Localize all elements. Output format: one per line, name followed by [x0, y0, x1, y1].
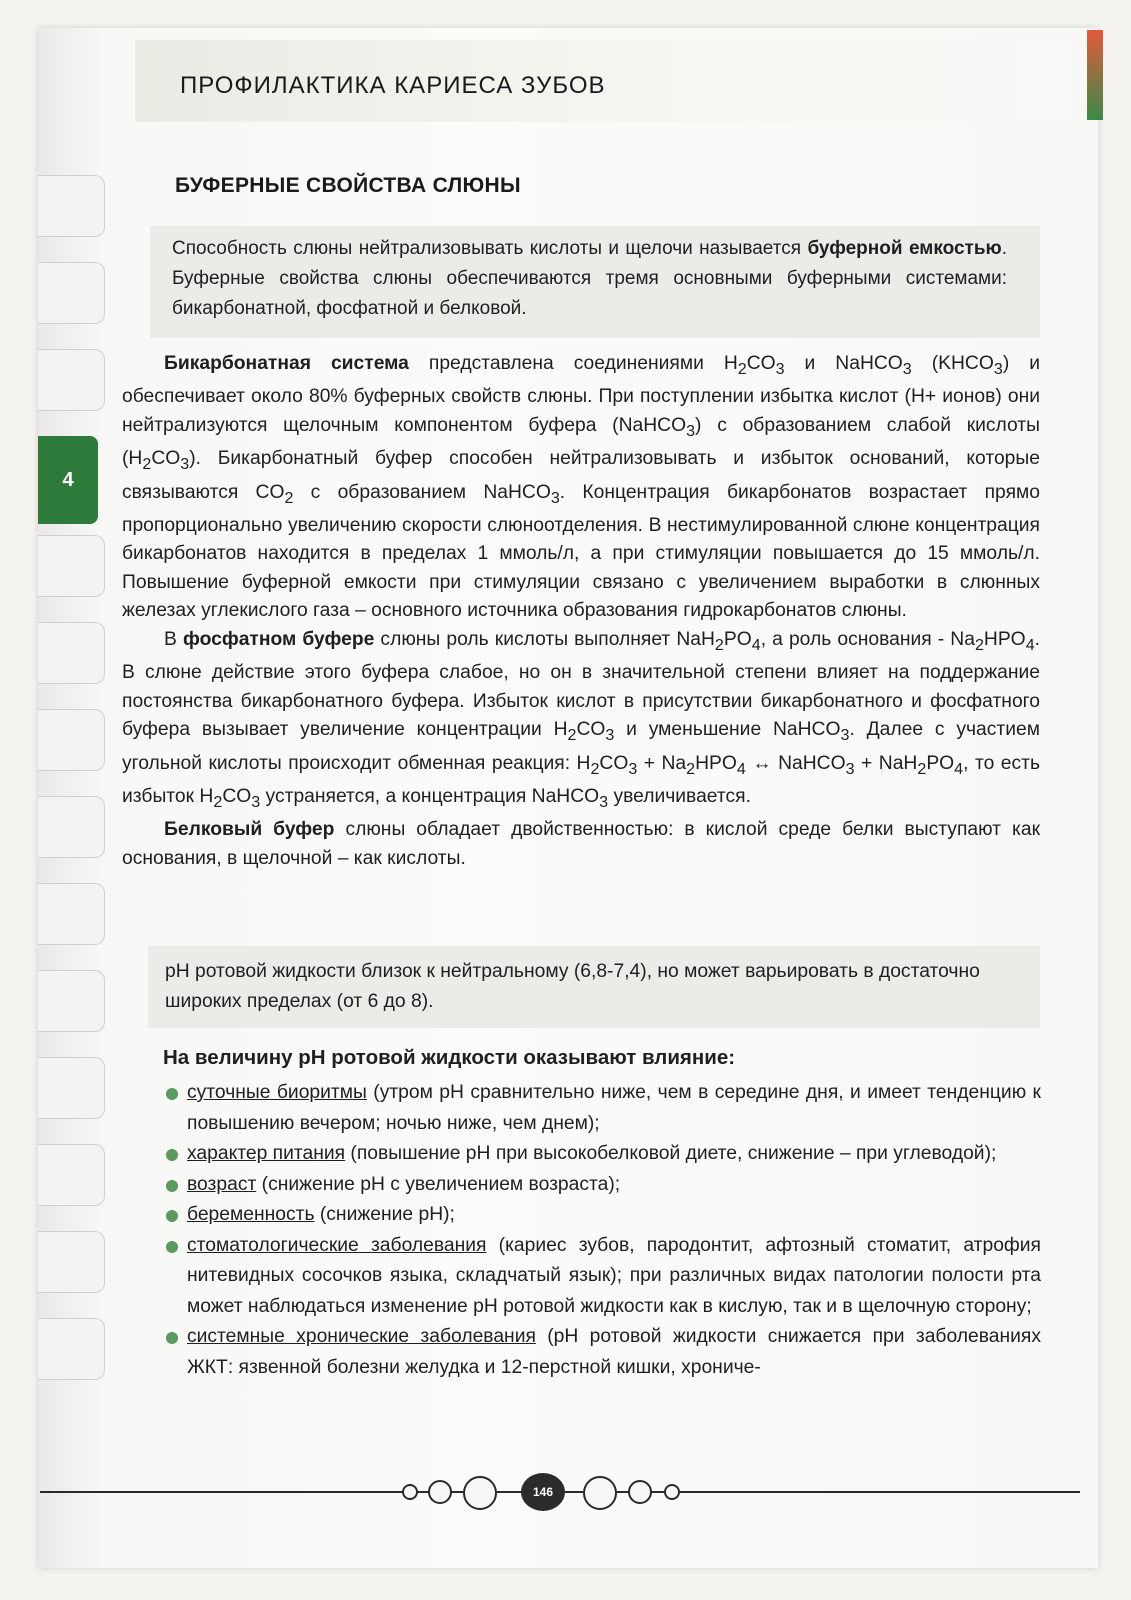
list-item: беременность (снижение pH); — [163, 1200, 1041, 1231]
decor-circle — [428, 1480, 452, 1504]
bullet-icon — [166, 1149, 178, 1161]
side-tab — [38, 1231, 105, 1293]
body-text — [122, 350, 1040, 873]
side-tab — [38, 349, 105, 411]
bullet-icon — [166, 1180, 178, 1192]
list-item: стоматологические заболевания (кариес зубов, пародонтит, афтозный стоматит, атрофия нитевидных сосочков языка, складчатый язык); при различных видах патологии полости рта может наблюдаться изменение pH ротовой жидкости как в кислую, так и в щелочную сторону; — [163, 1231, 1041, 1323]
phosphate-term: фосфатном буфере — [182, 628, 375, 650]
ph-note-text: pH ротовой жидкости близок к нейтральному (6,8-7,4), но может варьировать в достаточно широких пределах (от 6 до 8). — [165, 961, 980, 1012]
running-title: ПРОФИЛАКТИКА КАРИЕСА ЗУБОВ — [180, 72, 606, 99]
decor-circle — [664, 1484, 680, 1500]
list-item: суточные биоритмы (утром pH сравнительно ниже, чем в середине дня, и имеет тенденцию к повышению вечером; ночью ниже, чем днем); — [163, 1078, 1041, 1139]
decor-circle — [463, 1476, 497, 1510]
side-tab — [38, 535, 105, 597]
side-tab — [38, 622, 105, 684]
side-tab — [38, 1057, 105, 1119]
decor-circle — [402, 1484, 418, 1500]
decor-circle — [628, 1480, 652, 1504]
bullet-icon — [166, 1332, 178, 1344]
list-item: возраст (снижение pH с увеличением возраста); — [163, 1170, 1041, 1201]
bullet-icon — [166, 1210, 178, 1222]
protein-term: Белковый буфер — [164, 819, 335, 841]
bullet-icon — [166, 1088, 178, 1100]
side-tab — [38, 796, 105, 858]
bicarbonate-term: Бикарбонатная система — [164, 353, 409, 374]
page-corner-accent — [1087, 30, 1103, 120]
side-tab — [38, 175, 105, 237]
side-tab — [38, 262, 105, 324]
side-tab — [38, 970, 105, 1032]
bullet-icon — [166, 1241, 178, 1253]
page-number: 146 — [521, 1473, 565, 1511]
factors-title: На величину pH ротовой жидкости оказывают влияние: — [163, 1046, 736, 1069]
paragraph-bicarbonate: Бикарбонатная система представлена соединениями $H_2CO_3$ и NaHCO$_3$ $(KHCO_3)$ и обеспечивает около 80% буферных свойств слюны. При поступлении избытка кислот (H+ ионов) они нейтрализуются щелочным компонентом буфера (NaHCO$_3$) с образованием слабой кислоты $(H_2CO_3)$. Бикарбонатный буфер способен нейтрализовывать и избыток оснований, которые связываются $CO_2$ с образованием NaHCO$_3$. Концентрация бикарбонатов возрастает прямо пропорционально увеличению скорости слюноотделения. В нестимулированной слюне концентрация бикарбонатов находится в пределах 1 ммоль/л, а при стимуляции повышается до 15 ммоль/л. Повышение буферной емкости при стимуляции связано с увеличением выработки в слюнных железах углекислого газа – основного источника образования гидрокарбонатов слюны. — [122, 353, 1040, 622]
factors-list — [163, 1078, 1041, 1383]
list-item: системные хронические заболевания (pH ротовой жидкости снижается при заболеваниях ЖКТ: язвенной болезни желудка и 12-перстной кишки, хрониче- — [163, 1322, 1041, 1383]
side-tab — [38, 709, 105, 771]
chapter-tab: 4 — [38, 436, 98, 524]
paragraph-protein: Белковый буфер слюны обладает двойственностью: в кислой среде белки выступают как основания, в щелочной – как кислоты. — [122, 819, 1041, 869]
side-tab — [38, 1144, 105, 1206]
decor-circle — [583, 1476, 617, 1510]
side-tab — [38, 883, 105, 945]
side-tab — [38, 1318, 105, 1380]
definition-term: буферной емкостью — [807, 238, 1002, 259]
section-title: БУФЕРНЫЕ СВОЙСТВА СЛЮНЫ — [175, 174, 521, 197]
list-item: характер питания (повышение pH при высокобелковой диете, снижение – при углеводой); — [163, 1139, 1041, 1170]
paragraph-phosphate: В фосфатном буфере слюны роль кислоты выполняет $NaH_2PO_4$, а роль основания - $Na_2HPO_4$. В слюне действие этого буфера слабое, но он в значительной степени влияет на поддержание постоянства бикарбонатного буфера. Избыток кислот в присутствии бикарбонатного и фосфатного буфера вызывает увеличение концентрации $H_2CO_3$ и уменьшение NaHCO$_3$. Далее с участием угольной кислоты происходит обменная реакция: $H_2CO_3 + Na_2HPO_4$ ↔ NaHCO$_3$ + $NaH_2PO_4$, то есть избыток $H_2CO_3$ устраняется, а концентрация NaHCO$_3$ увеличивается. — [122, 628, 1041, 811]
definition-text: Способность слюны нейтрализовывать кислоты и щелочи называется буферной емкостью. Буферные свойства слюны обеспечиваются тремя основными буферными системами: бикарбонатной, фосфатной и белковой. — [172, 238, 1008, 319]
